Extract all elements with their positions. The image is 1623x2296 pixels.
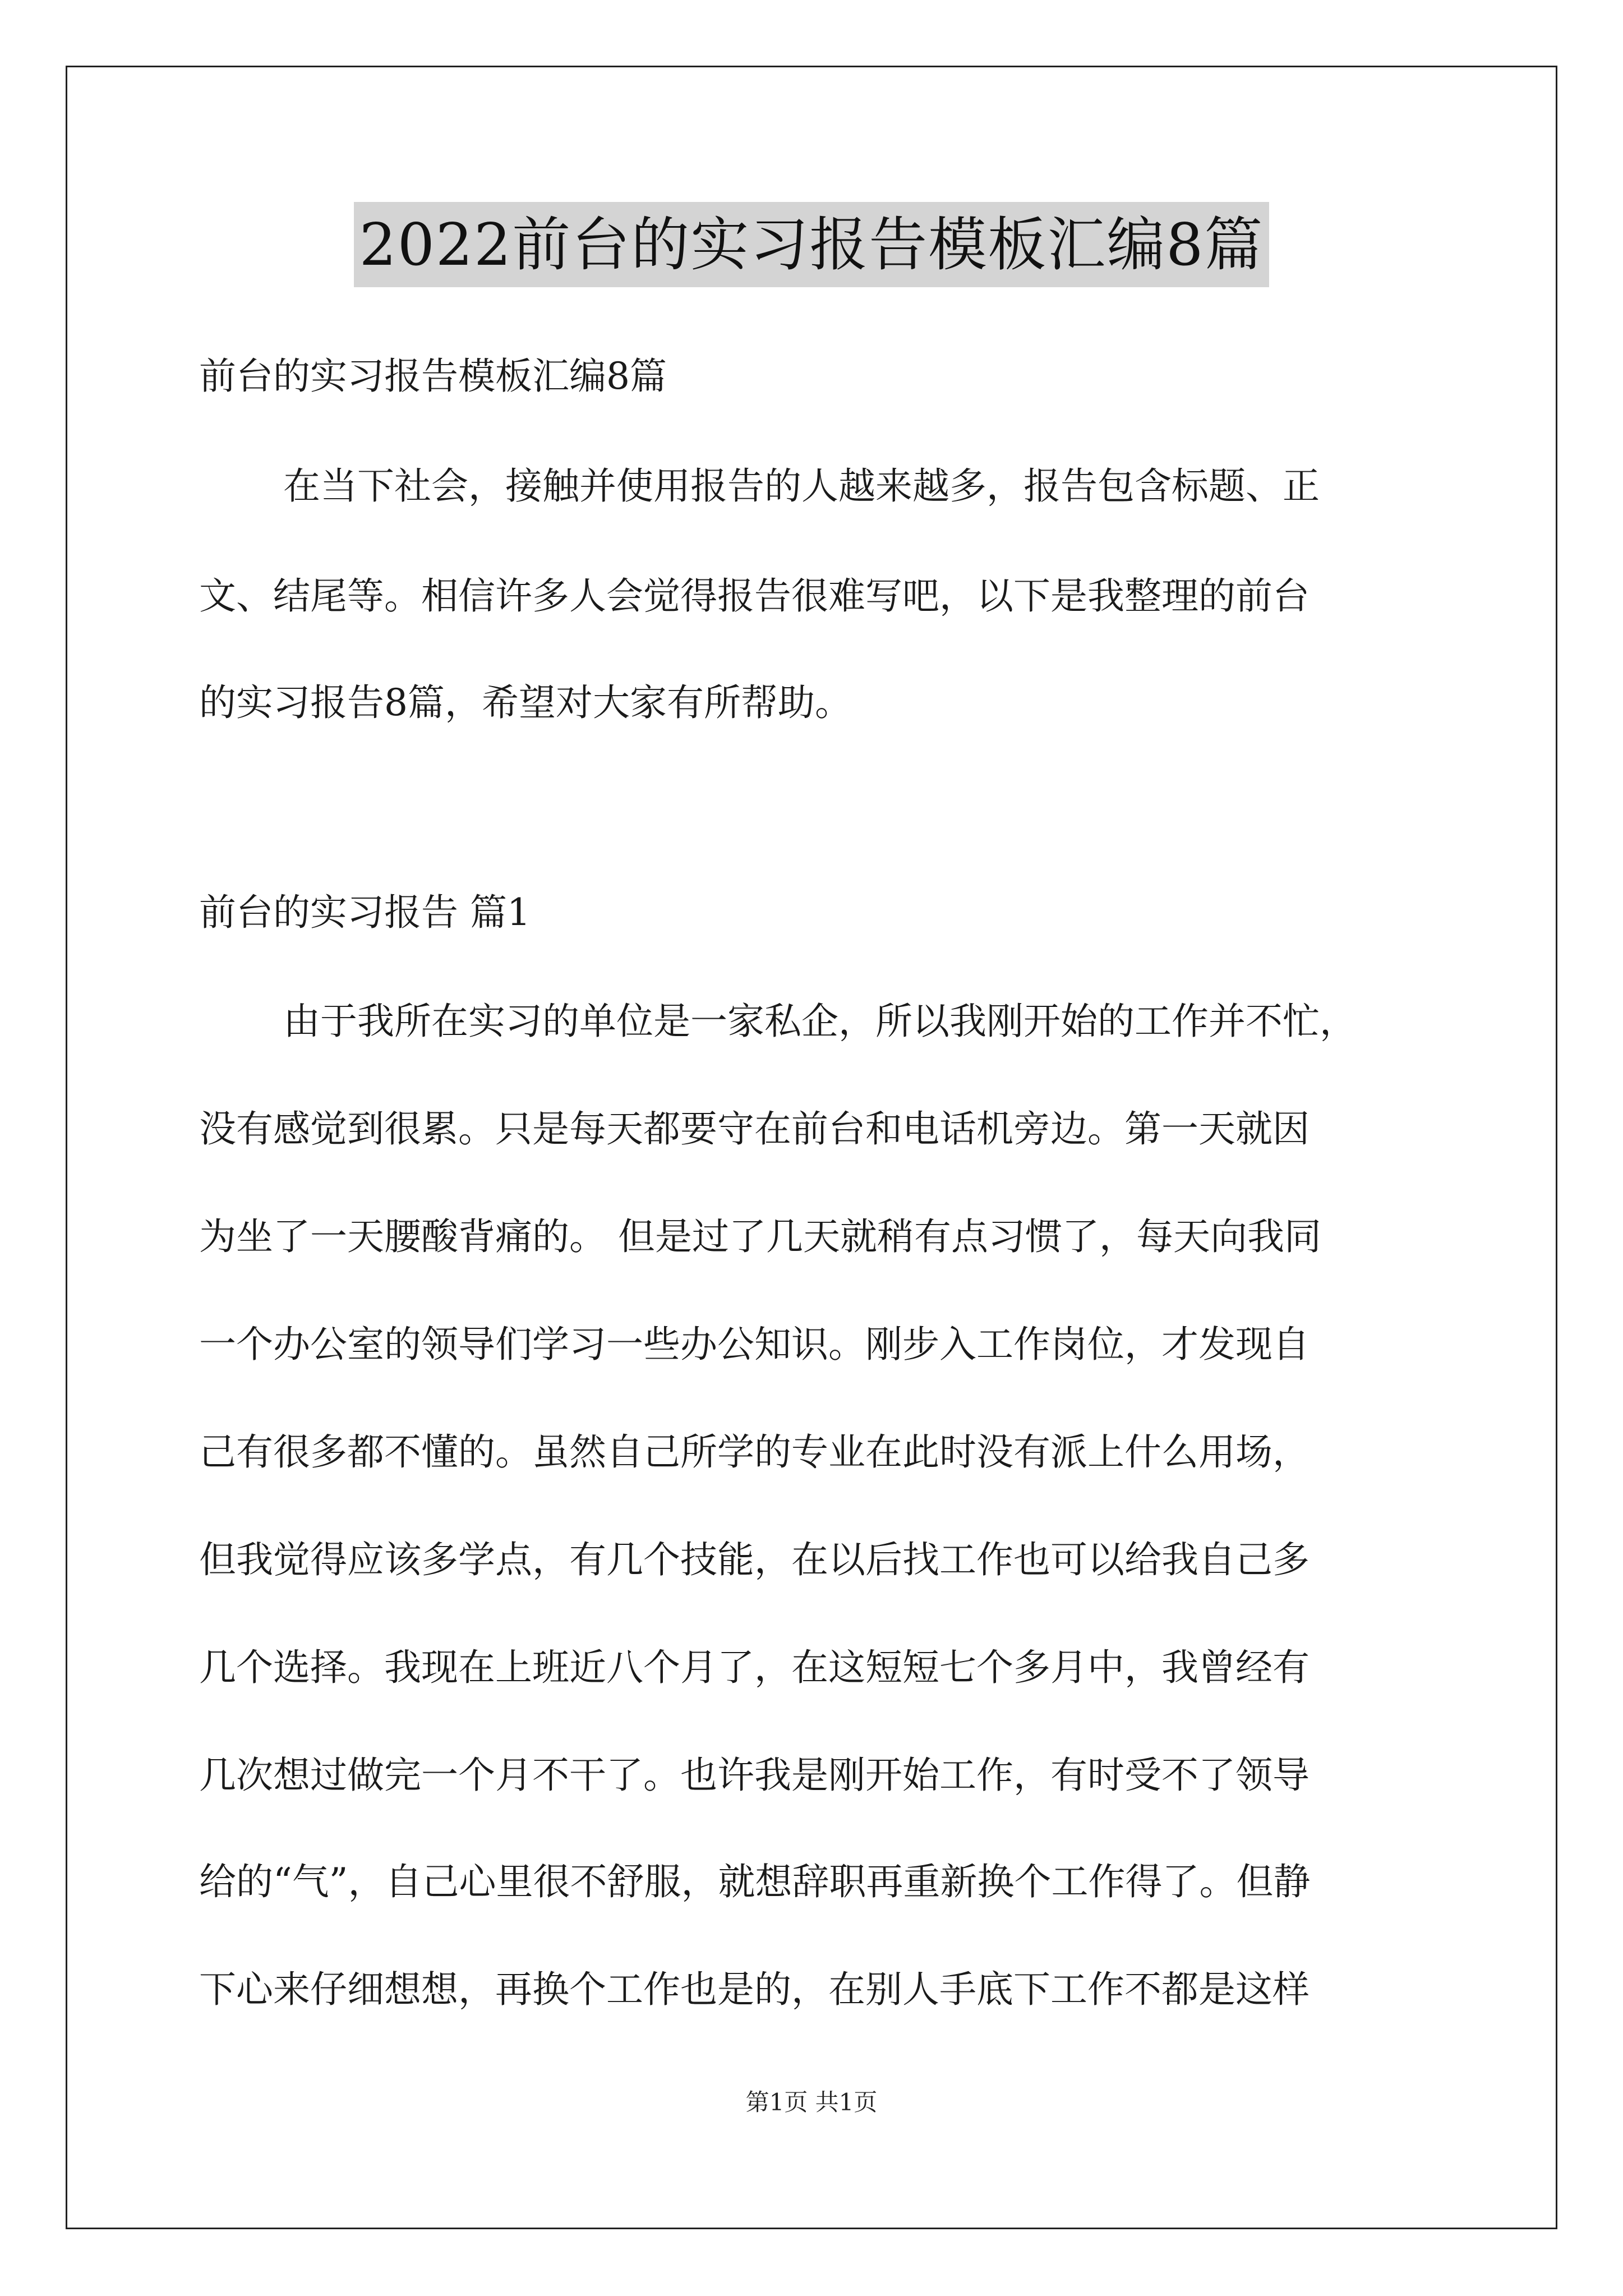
intro-line: 文、结尾等。相信许多人会觉得报告很难写吧，以下是我整理的前台: [199, 574, 1310, 618]
intro-line: 在当下社会，接触并使用报告的人越来越多，报告包含标题、正: [283, 464, 1320, 508]
body-line: 没有感觉到很累。只是每天都要守在前台和电话机旁边。第一天就因: [199, 1107, 1310, 1151]
body-line: 给的“气”，自己心里很不舒服，就想辞职再重新换个工作得了。但静: [199, 1860, 1311, 1903]
intro-line: 的实习报告8篇，希望对大家有所帮助。: [199, 681, 852, 724]
page-footer: 第1页 共1页: [745, 2088, 878, 2116]
body-line: 几次想过做完一个月不干了。也许我是刚开始工作，有时受不了领导: [199, 1754, 1310, 1797]
body-line: 为坐了一天腰酸背痛的。 但是过了几天就稍有点习惯了，每天向我同: [199, 1215, 1321, 1258]
body-line: 由于我所在实习的单位是一家私企，所以我刚开始的工作并不忙，: [283, 1000, 1357, 1043]
document-subtitle: 前台的实习报告模板汇编8篇: [199, 355, 667, 398]
body-line: 几个选择。我现在上班近八个月了，在这短短七个多月中，我曾经有: [199, 1646, 1310, 1689]
section-heading: 前台的实习报告 篇1: [199, 891, 531, 934]
body-line: 己有很多都不懂的。虽然自己所学的专业在此时没有派上什么用场，: [199, 1430, 1310, 1474]
body-line: 但我觉得应该多学点，有几个技能，在以后找工作也可以给我自己多: [199, 1538, 1310, 1581]
title-wrap: [0, 202, 1623, 287]
body-line: 下心来仔细想想，再换个工作也是的，在别人手底下工作不都是这样: [199, 1968, 1310, 2011]
body-line: 一个办公室的领导们学习一些办公知识。刚步入工作岗位，才发现自: [199, 1323, 1310, 1366]
document-title: 2022前台的实习报告模板汇编8篇: [354, 202, 1270, 287]
